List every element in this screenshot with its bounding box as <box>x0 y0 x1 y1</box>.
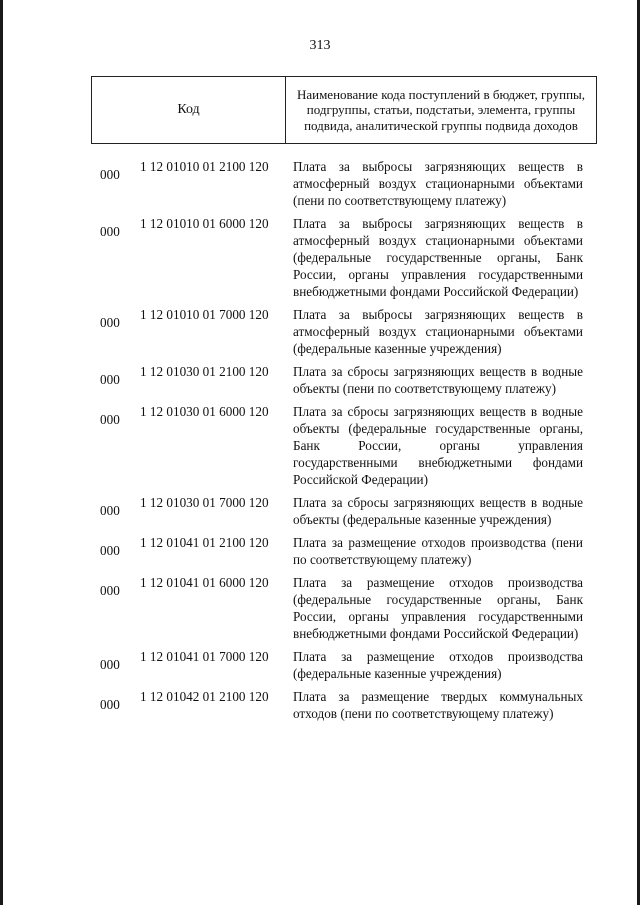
table-row <box>0 494 640 528</box>
table-header <box>91 76 597 144</box>
table-row <box>0 688 640 722</box>
row-admin-code: 000 <box>100 372 120 387</box>
row-income-code: 1 12 01010 01 7000 120 <box>140 307 269 322</box>
row-admin-code: 000 <box>100 167 120 182</box>
row-description: Плата за выбросы загрязняющих веществ в атмосферный воздух стационарными объектами (пени по соответствующему платежу) <box>293 159 583 208</box>
row-admin-code: 000 <box>100 697 120 712</box>
row-income-code: 1 12 01042 01 2100 120 <box>140 689 269 704</box>
row-description: Плата за размещение твердых коммунальных отходов (пени по соответствующему платежу) <box>293 689 583 721</box>
header-code-label: Код <box>92 77 286 143</box>
table-row <box>0 648 640 682</box>
header-name-label: Наименование кода поступлений в бюджет, группы, подгруппы, статьи, подстатьи, элемента, группы подвида, аналитической группы подвида доходов <box>296 86 586 133</box>
table-row <box>0 363 640 397</box>
row-description: Плата за выбросы загрязняющих веществ в атмосферный воздух стационарными объектами (федеральные казенные учреждения) <box>293 307 583 356</box>
table-row <box>0 534 640 568</box>
row-description: Плата за размещение отходов производства (федеральные казенные учреждения) <box>293 649 583 681</box>
row-admin-code: 000 <box>100 224 120 239</box>
row-description: Плата за размещение отходов производства (пени по соответствующему платежу) <box>293 535 583 567</box>
row-income-code: 1 12 01010 01 6000 120 <box>140 216 269 231</box>
page-number: 313 <box>309 38 331 53</box>
row-income-code: 1 12 01010 01 2100 120 <box>140 159 269 174</box>
row-admin-code: 000 <box>100 503 120 518</box>
row-description: Плата за размещение отходов производства (федеральные государственные органы, Банк России, органы управления государственными внебюджетными фондами Российской Федерации) <box>293 575 583 641</box>
table-row <box>0 574 640 642</box>
row-description: Плата за сбросы загрязняющих веществ в водные объекты (федеральные государственные органы, Банк России, органы управления государственными внебюджетными фондами Российской Федерации) <box>293 404 583 487</box>
row-income-code: 1 12 01030 01 2100 120 <box>140 364 269 379</box>
row-income-code: 1 12 01041 01 6000 120 <box>140 575 269 590</box>
row-admin-code: 000 <box>100 583 120 598</box>
table-row <box>0 306 640 357</box>
row-income-code: 1 12 01041 01 2100 120 <box>140 535 269 550</box>
table-row <box>0 403 640 488</box>
row-description: Плата за сбросы загрязняющих веществ в водные объекты (пени по соответствующему платежу) <box>293 364 583 396</box>
row-income-code: 1 12 01030 01 6000 120 <box>140 404 269 419</box>
row-description: Плата за выбросы загрязняющих веществ в атмосферный воздух стационарными объектами (федеральные государственные органы, Банк России, органы управления государственными внебюджетными фондами Российской Федерации) <box>293 216 583 299</box>
row-admin-code: 000 <box>100 543 120 558</box>
row-income-code: 1 12 01041 01 7000 120 <box>140 649 269 664</box>
row-admin-code: 000 <box>100 315 120 330</box>
row-admin-code: 000 <box>100 412 120 427</box>
table-body <box>0 158 640 728</box>
row-admin-code: 000 <box>100 657 120 672</box>
row-description: Плата за сбросы загрязняющих веществ в водные объекты (федеральные казенные учреждения) <box>293 495 583 527</box>
table-row <box>0 158 640 209</box>
table-row <box>0 215 640 300</box>
row-income-code: 1 12 01030 01 7000 120 <box>140 495 269 510</box>
